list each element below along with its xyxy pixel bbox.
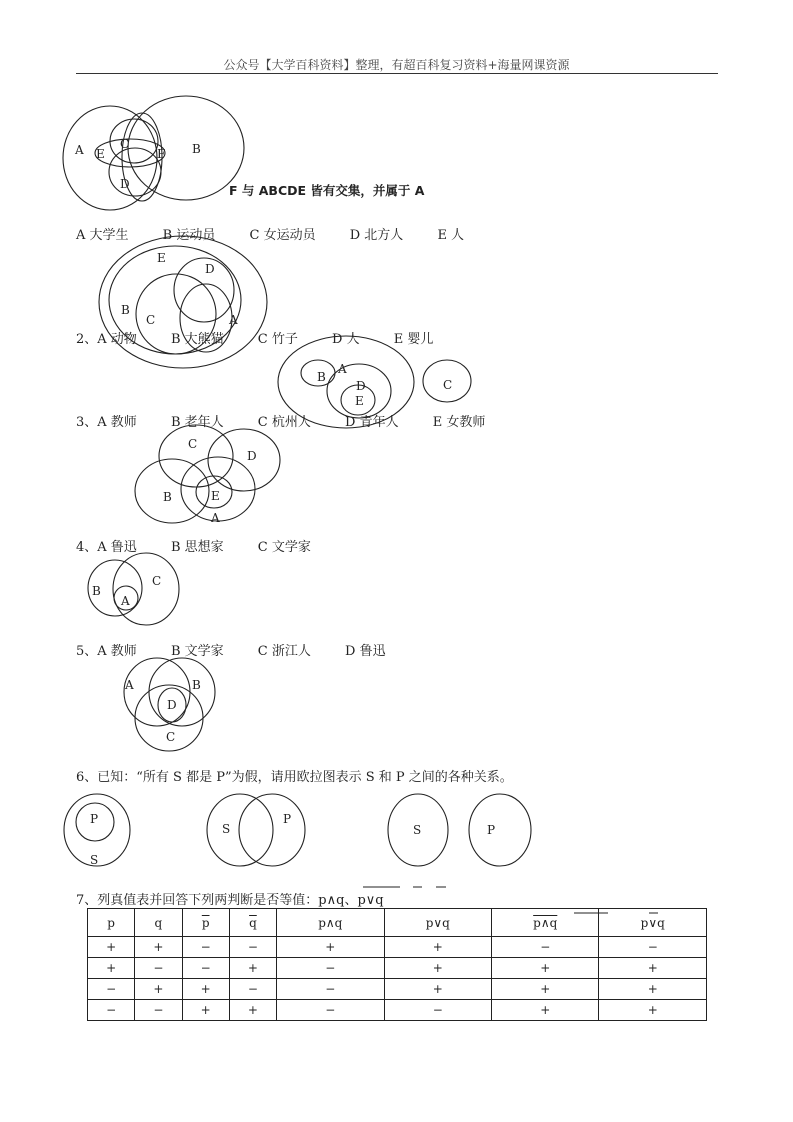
circle-a — [114, 586, 138, 610]
circle-e-outer — [99, 236, 267, 368]
label-b: B — [163, 490, 172, 504]
label-s: S — [90, 853, 99, 867]
circle-a — [181, 457, 255, 521]
circle-f — [122, 113, 162, 201]
label-b: B — [317, 370, 326, 384]
circle-c — [110, 119, 158, 163]
circle-a — [63, 106, 157, 210]
option-d: D 青年人 — [345, 415, 399, 430]
table-cell: + — [182, 979, 229, 1000]
q5-options — [76, 640, 416, 659]
label-a: A — [338, 362, 347, 376]
table-cell: − — [135, 1000, 182, 1021]
q1-note: F 与 ABCDE 皆有交集，并属于 A — [229, 183, 425, 198]
table-cell: + — [229, 1000, 276, 1021]
q7-text — [76, 889, 384, 908]
circle-c — [159, 425, 233, 487]
circle-a — [124, 658, 190, 726]
label-a: A — [121, 594, 130, 608]
circle-c — [113, 553, 179, 625]
table-cell: − — [229, 937, 276, 958]
q2-options — [76, 328, 463, 347]
circle-e — [95, 139, 165, 167]
q4-options — [76, 536, 341, 555]
label-p: P — [487, 823, 496, 837]
label-a: A — [75, 143, 84, 157]
option-b: B 大熊猫 — [170, 332, 224, 347]
option-d: D 北方人 — [349, 228, 404, 243]
option-a: A 动物 — [97, 332, 137, 347]
table-cell: − — [182, 958, 229, 979]
table-cell: − — [229, 979, 276, 1000]
option-d: D 人 — [332, 332, 360, 347]
table-cell: + — [599, 1000, 707, 1021]
option-a: A 大学生 — [76, 228, 129, 243]
option-c: C 浙江人 — [257, 644, 311, 659]
q7-expr-a: p∧q — [318, 893, 345, 908]
header-cell: $\overline{q}$ — [229, 909, 276, 937]
circle-p-inner — [76, 803, 114, 841]
table-cell: + — [384, 937, 491, 958]
table-row — [88, 979, 707, 1000]
label-a: A — [125, 678, 134, 692]
label-b: B — [92, 584, 101, 598]
option-e: E 婴儿 — [393, 332, 434, 347]
circle-b — [128, 96, 244, 200]
q6-text: 6、已知：“所有 S 都是 P”为假，请用欧拉图表示 S 和 P 之间的各种关系。 — [76, 770, 513, 785]
table-cell: − — [277, 1000, 384, 1021]
header-cell: q — [135, 909, 182, 937]
label-d: D — [356, 379, 366, 393]
label-e: E — [157, 251, 166, 265]
table-cell: − — [492, 937, 599, 958]
option-a: A 教师 — [97, 644, 137, 659]
table-cell: − — [384, 1000, 491, 1021]
label-s: S — [222, 822, 231, 836]
circle-b — [88, 560, 142, 616]
table-cell: − — [182, 937, 229, 958]
option-e: E 女教师 — [432, 415, 486, 430]
header-cell: p∧q — [277, 909, 384, 937]
header-cell: $\overline{p}$ — [182, 909, 229, 937]
table-cell: + — [384, 958, 491, 979]
question-number: 4、 — [76, 540, 98, 555]
table-cell: − — [88, 1000, 135, 1021]
question-number: 5、 — [76, 644, 98, 659]
label-d: D — [247, 449, 257, 463]
label-d: D — [205, 262, 215, 276]
circle-p — [239, 794, 305, 866]
table-row — [88, 937, 707, 958]
table-row — [88, 1000, 707, 1021]
table-cell: − — [135, 958, 182, 979]
circle-b — [149, 658, 215, 726]
label-c: C — [166, 730, 176, 744]
table-cell: − — [277, 958, 384, 979]
label-e: E — [96, 147, 105, 161]
header-cell: p∨q — [384, 909, 491, 937]
table-cell: + — [135, 937, 182, 958]
header-cell: p∨q — [599, 909, 707, 937]
label-b: B — [121, 303, 130, 317]
header-cell: p — [88, 909, 135, 937]
q3-options — [76, 411, 515, 430]
option-e: E 人 — [437, 228, 465, 243]
label-a: A — [229, 313, 238, 327]
circle-c — [423, 360, 471, 402]
option-b: B 思想家 — [170, 540, 224, 555]
label-c: C — [188, 437, 198, 451]
table-cell: + — [135, 979, 182, 1000]
table-cell: + — [599, 958, 707, 979]
circle-p — [469, 794, 531, 866]
label-p: P — [283, 812, 292, 826]
question-number: 2、 — [76, 332, 98, 347]
option-d: D 鲁迅 — [345, 644, 386, 659]
q7-expr-b: p∨q — [357, 893, 384, 908]
table-cell: − — [277, 979, 384, 1000]
option-c: C 文学家 — [257, 540, 311, 555]
q7-prompt: 7、列真值表并回答下列两判断是否等值： — [76, 893, 319, 908]
label-d: D — [167, 698, 177, 712]
circle-d — [158, 688, 186, 722]
label-b: B — [192, 678, 201, 692]
circle-d — [109, 148, 161, 196]
truth-table — [87, 908, 707, 1021]
table-cell: + — [88, 958, 135, 979]
circle-c — [135, 685, 203, 751]
table-cell: − — [599, 937, 707, 958]
label-s: S — [413, 823, 422, 837]
label-c: C — [152, 574, 162, 588]
table-cell: − — [88, 979, 135, 1000]
circle-d — [208, 429, 280, 491]
table-cell: + — [492, 979, 599, 1000]
table-header-row — [88, 909, 707, 937]
label-e: E — [355, 394, 364, 408]
table-cell: + — [599, 979, 707, 1000]
option-c: C 杭州人 — [257, 415, 311, 430]
q7-expr-sep: 、 — [344, 893, 358, 908]
label-d: D — [120, 177, 130, 191]
table-cell: + — [182, 1000, 229, 1021]
header-cell: p∧q — [492, 909, 599, 937]
label-p: P — [90, 812, 99, 826]
option-a: A 教师 — [97, 415, 137, 430]
header-divider — [76, 73, 718, 74]
option-c: C 女运动员 — [249, 228, 316, 243]
label-e: E — [211, 489, 220, 503]
option-a: A 鲁迅 — [97, 540, 137, 555]
label-f: F — [157, 147, 166, 161]
label-c: C — [146, 313, 156, 327]
circle-s-outer — [64, 794, 130, 866]
option-b: B 老年人 — [170, 415, 224, 430]
option-b: B 运动员 — [162, 228, 216, 243]
circle-b — [301, 360, 335, 386]
circle-d — [327, 364, 391, 418]
circle-e — [196, 476, 232, 508]
table-row — [88, 958, 707, 979]
label-c: C — [120, 137, 130, 151]
label-c: C — [443, 378, 453, 392]
page-header: 公众号【大学百科资料】整理，有超百科复习资料+海量网课资源 — [223, 58, 570, 72]
table-cell: + — [492, 1000, 599, 1021]
circle-s — [388, 794, 448, 866]
label-a: A — [211, 511, 220, 525]
table-cell: + — [492, 958, 599, 979]
table-cell: + — [88, 937, 135, 958]
circle-s — [207, 794, 273, 866]
option-c: C 竹子 — [257, 332, 298, 347]
table-cell: + — [277, 937, 384, 958]
table-cell: + — [229, 958, 276, 979]
label-b: B — [192, 142, 201, 156]
question-number: 3、 — [76, 415, 98, 430]
circle-b — [135, 459, 209, 523]
q1-options — [76, 224, 494, 243]
table-cell: + — [384, 979, 491, 1000]
option-b: B 文学家 — [170, 644, 224, 659]
circle-d — [174, 258, 234, 322]
